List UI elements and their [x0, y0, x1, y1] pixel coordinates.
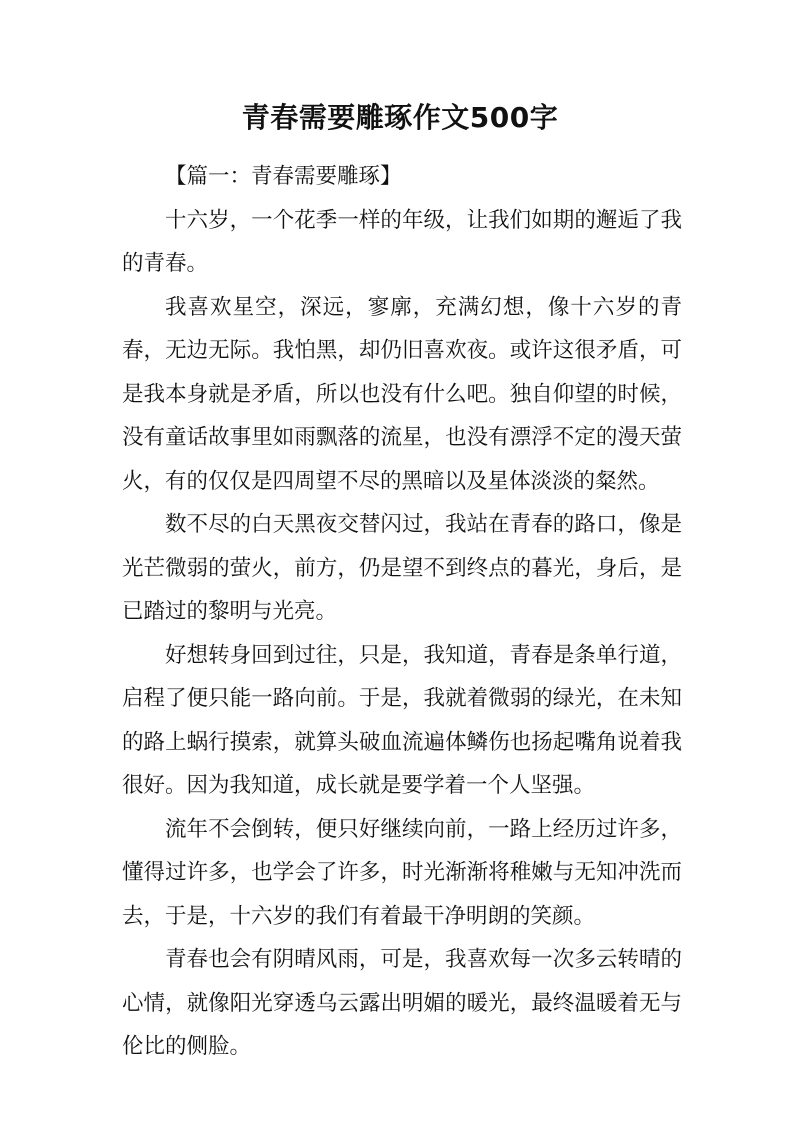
- section-heading: 【篇一：青春需要雕琢】: [165, 164, 402, 189]
- paragraph: 我喜欢星空，深远，寥廓，充满幻想，像十六岁的青春，无边无际。我怕黑，却仍旧喜欢夜。或许这很矛盾，可是我本身就是矛盾，所以也没有什么吧。独自仰望的时候，没有童话故事里如雨飘落的流星，也没有漂浮不定的漫天萤火，有的仅仅是四周望不尽的黑暗以及星体淡淡的粲然。: [122, 294, 682, 494]
- paragraph: 数不尽的白天黑夜交替闪过，我站在青春的路口，像是光芒微弱的萤火，前方，仍是望不到终点的暮光，身后，是已踏过的黎明与光亮。: [122, 512, 682, 624]
- paragraph: 青春也会有阴晴风雨，可是，我喜欢每一次多云转晴的心情，就像阳光穿透乌云露出明媚的暖光，最终温暖着无与伦比的侧脸。: [122, 947, 682, 1059]
- document-body: [122, 155, 682, 1069]
- document-title: 青春需要雕琢作文500字: [241, 101, 559, 134]
- paragraph: 十六岁，一个花季一样的年级，让我们如期的邂逅了我的青春。: [122, 207, 682, 276]
- paragraph: 好想转身回到过往，只是，我知道，青春是条单行道，启程了便只能一路向前。于是，我就着微弱的绿光，在未知的路上蜗行摸索，就算头破血流遍体鳞伤也扬起嘴角说着我很好。因为我知道，成长就是要学着一个人坚强。: [122, 642, 682, 798]
- paragraph: 流年不会倒转，便只好继续向前，一路上经历过许多，懂得过许多，也学会了许多，时光渐渐将稚嫩与无知冲洗而去，于是，十六岁的我们有着最干净明朗的笑颜。: [122, 816, 682, 929]
